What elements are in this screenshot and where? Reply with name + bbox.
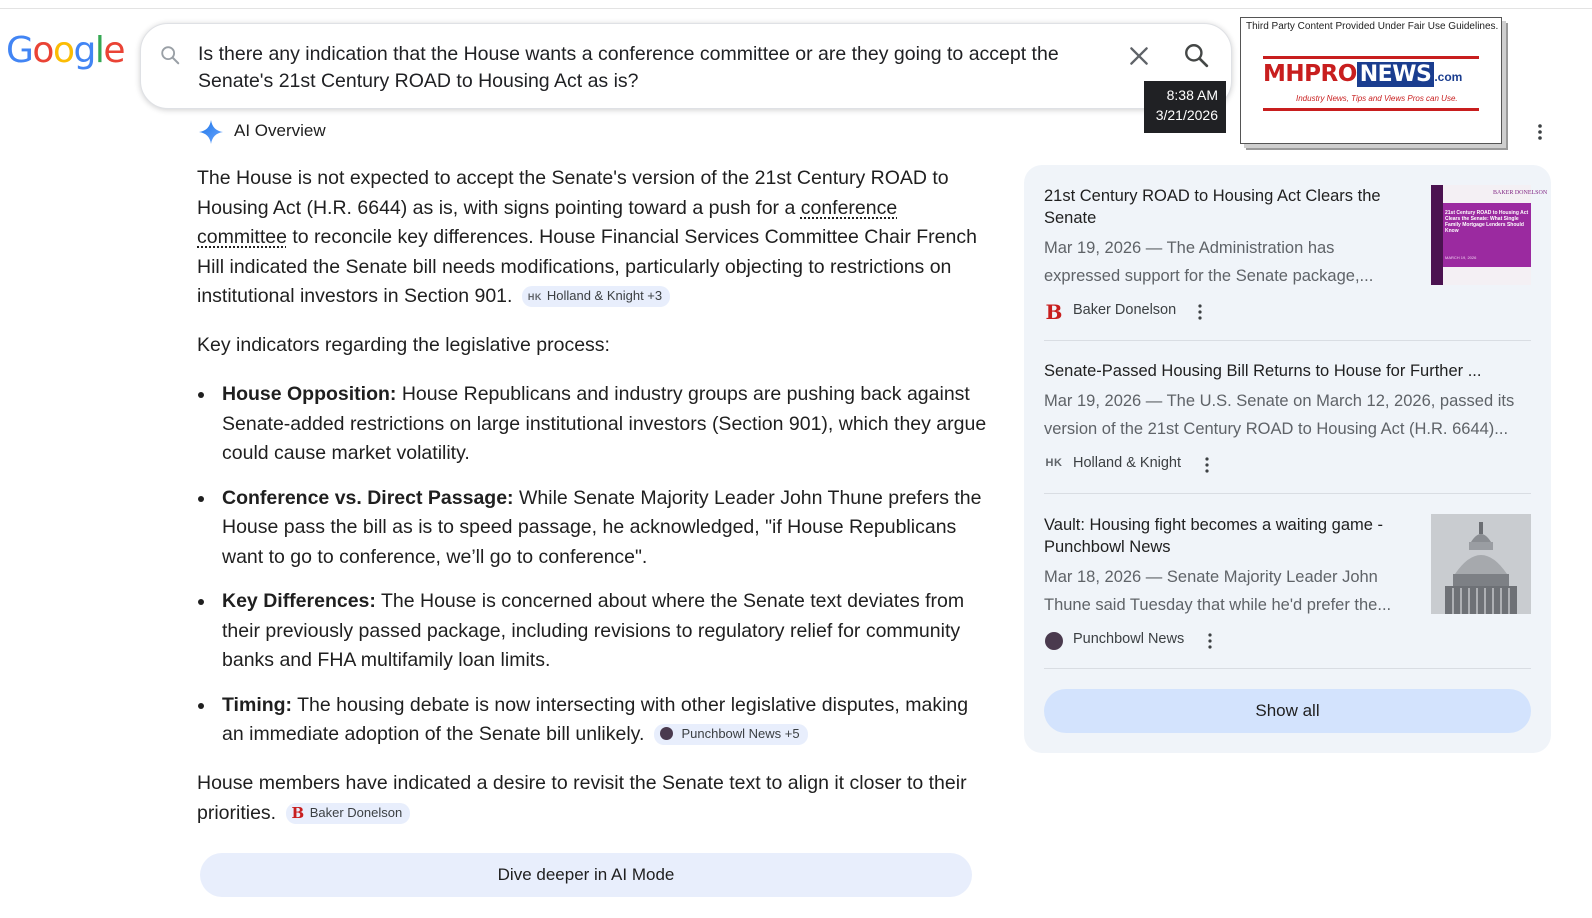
sources-panel bbox=[1024, 165, 1551, 753]
more-options-icon[interactable] bbox=[1535, 123, 1545, 141]
search-box[interactable] bbox=[140, 23, 1232, 109]
bullet-text: While Senate Majority Leader John Thune prefers the House pass the bill as is to speed passage, he acknowledged, "if House Republicans want to go to conference, we’ll go to conference". bbox=[222, 486, 982, 568]
bullet-text: The House is concerned about where the Senate text deviates from their previously passed package, including revisions to regulatory relief for community banks and FHA multifamily loan limits. bbox=[222, 590, 965, 671]
paragraph-text: House members have indicated a desire to revisit the Senate text to align it closer to their priorities. bbox=[197, 772, 967, 824]
punchbowl-logo-icon bbox=[1045, 632, 1063, 650]
thumbnail-graphic bbox=[1431, 185, 1548, 285]
citation-chip[interactable] bbox=[286, 803, 411, 824]
clear-icon[interactable] bbox=[1126, 43, 1152, 69]
mhpronews-tagline: Industry News, Tips and Views Pros can Use. bbox=[1296, 94, 1458, 103]
source-name: Punchbowl News bbox=[1073, 631, 1185, 647]
bullet-heading: House Opposition: bbox=[222, 383, 397, 405]
citation-chip-label: Punchbowl News +5 bbox=[681, 726, 800, 741]
source-attribution bbox=[1044, 453, 1531, 477]
logo-letter: e bbox=[103, 30, 124, 71]
conference-committee-link[interactable]: conference committee bbox=[197, 196, 898, 248]
source-title[interactable]: Senate-Passed Housing Bill Returns to House for Further ... bbox=[1044, 362, 1482, 380]
card-divider bbox=[1044, 668, 1531, 669]
key-indicators-list bbox=[197, 380, 987, 765]
capitol-dome-icon bbox=[1431, 514, 1531, 614]
timestamp-date: 3/21/2026 bbox=[1155, 107, 1218, 123]
citation-chip[interactable] bbox=[654, 724, 808, 745]
more-options-icon[interactable] bbox=[1205, 457, 1209, 473]
mhpronews-badge bbox=[1240, 17, 1502, 144]
logo-com: .com bbox=[1434, 70, 1463, 84]
timestamp-overlay bbox=[1144, 81, 1226, 133]
search-input[interactable]: Is there any indication that the House wants a conference committee or are they going to accept the Senate's 21st Century ROAD to Housing Act as is? bbox=[198, 43, 1059, 92]
logo-letter: o bbox=[52, 30, 74, 71]
citation-chip-label: Holland & Knight +3 bbox=[546, 288, 663, 303]
more-options-icon[interactable] bbox=[1208, 633, 1212, 649]
top-divider bbox=[0, 8, 1592, 9]
logo-letter: l bbox=[94, 30, 104, 71]
card-divider bbox=[1044, 340, 1531, 341]
bullet-text: The housing debate is now intersecting with other legislative disputes, making an immediate adoption of the Senate bill unlikely. bbox=[222, 693, 969, 745]
citation-chip[interactable] bbox=[522, 286, 670, 307]
holland-knight-icon: HK bbox=[1045, 457, 1063, 469]
list-item bbox=[197, 691, 987, 750]
citation-chip-label: Baker Donelson bbox=[309, 804, 403, 820]
source-title[interactable]: 21st Century ROAD to Housing Act Clears the Senate bbox=[1044, 187, 1381, 227]
source-name: Holland & Knight bbox=[1073, 455, 1182, 471]
gemini-sparkle-icon bbox=[198, 119, 224, 145]
bullet-heading: Conference vs. Direct Passage: bbox=[222, 486, 514, 509]
logo-news: NEWS bbox=[1357, 62, 1435, 87]
more-options-icon[interactable] bbox=[1198, 304, 1202, 320]
card-divider bbox=[1044, 493, 1531, 494]
source-snippet: Mar 18, 2026 — Senate Majority Leader John Thune said Tuesday that while he'd prefer the... bbox=[1044, 568, 1392, 614]
source-card[interactable] bbox=[1044, 185, 1548, 324]
punchbowl-logo-icon bbox=[660, 727, 673, 740]
source-thumbnail[interactable] bbox=[1431, 514, 1531, 614]
source-attribution bbox=[1044, 300, 1531, 324]
logo-letter: o bbox=[32, 30, 53, 71]
logo-letter: G bbox=[6, 30, 33, 71]
google-logo[interactable] bbox=[6, 30, 124, 71]
badge-rule bbox=[1263, 108, 1479, 111]
timestamp-time: 8:38 AM bbox=[1166, 87, 1218, 103]
thumb-date: MARCH 19, 2026 bbox=[1445, 255, 1477, 260]
source-attribution bbox=[1044, 629, 1531, 653]
thumb-header: BAKER DONELSON bbox=[1493, 190, 1548, 196]
bullet-heading: Timing: bbox=[222, 693, 293, 716]
list-item bbox=[197, 484, 987, 573]
ai-overview-label: AI Overview bbox=[234, 121, 326, 140]
holland-knight-icon: HK bbox=[527, 292, 542, 302]
baker-donelson-icon: B bbox=[1045, 300, 1063, 324]
closing-paragraph bbox=[197, 769, 987, 828]
thumb-text: 21st Century ROAD to Housing Act Clears the Senate: What Single Family Mortgage Lenders Should Know bbox=[1445, 210, 1529, 234]
logo-mhpro: MHPRO bbox=[1263, 61, 1357, 87]
mhpronews-logo bbox=[1263, 61, 1462, 91]
logo-letter: g bbox=[73, 30, 95, 71]
paragraph-text: to reconcile key differences. House Financial Services Committee Chair French Hill indicated the Senate bill needs modifications, particularly objecting to restrictions on institutional investors in Section 901. bbox=[197, 226, 977, 307]
badge-rule bbox=[1263, 56, 1479, 59]
source-card[interactable] bbox=[1044, 360, 1531, 477]
overview-paragraph bbox=[197, 164, 987, 312]
fair-use-notice: Third Party Content Provided Under Fair Use Guidelines. bbox=[1246, 21, 1499, 32]
bullet-text: House Republicans and industry groups are pushing back against Senate-added restrictions on large institutional investors (Section 901), which they argue could cause market volatility. bbox=[222, 383, 987, 464]
source-card[interactable] bbox=[1044, 514, 1531, 653]
show-all-button[interactable]: Show all bbox=[1044, 689, 1531, 733]
list-item bbox=[197, 587, 987, 676]
search-submit-icon[interactable] bbox=[1183, 42, 1209, 68]
source-snippet: Mar 19, 2026 — The U.S. Senate on March 12, 2026, passed its version of the 21st Century ROAD to Housing Act (H.R. 6644)... bbox=[1044, 392, 1515, 438]
list-item bbox=[197, 380, 987, 469]
source-name: Baker Donelson bbox=[1073, 302, 1177, 318]
paragraph-text: The House is not expected to accept the Senate's version of the 21st Century ROAD to Housing Act (H.R. 6644) as is, with signs pointing toward a push for a bbox=[197, 167, 949, 219]
source-snippet: Mar 19, 2026 — The Administration has expressed support for the Senate package,... bbox=[1044, 239, 1374, 285]
section-intro: Key indicators regarding the legislative process: bbox=[197, 334, 610, 356]
bullet-heading: Key Differences: bbox=[222, 590, 376, 612]
dive-deeper-button[interactable]: Dive deeper in AI Mode bbox=[200, 853, 972, 897]
source-thumbnail[interactable] bbox=[1431, 185, 1548, 285]
search-icon bbox=[159, 44, 181, 66]
source-title[interactable]: Vault: Housing fight becomes a waiting game - Punchbowl News bbox=[1044, 516, 1384, 556]
baker-donelson-icon: B bbox=[291, 803, 305, 822]
